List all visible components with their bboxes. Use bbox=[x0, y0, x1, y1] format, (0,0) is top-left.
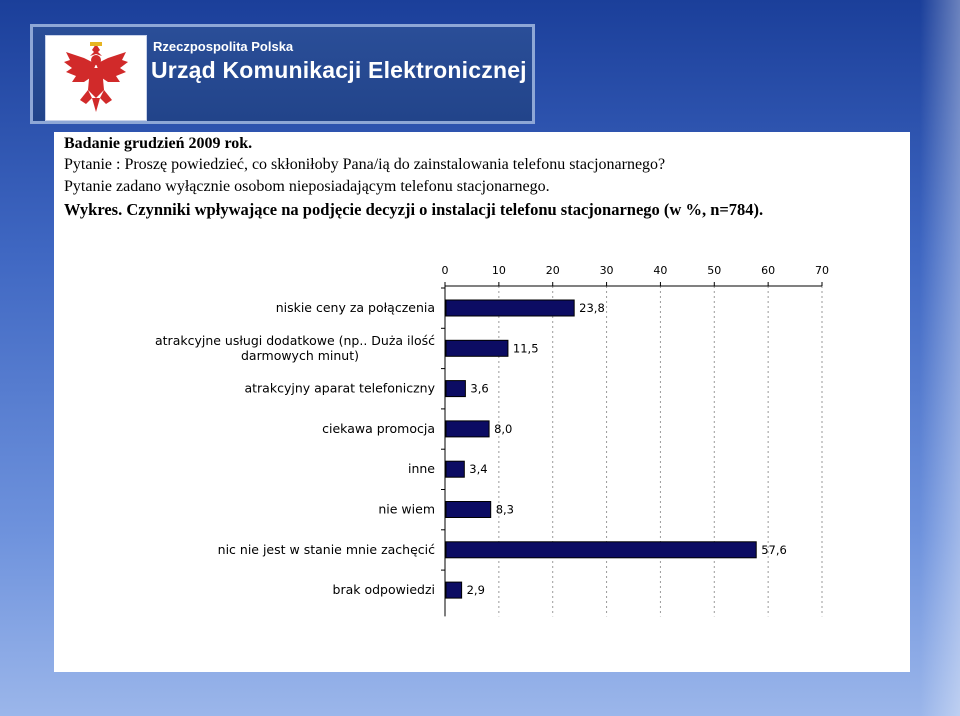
category-label-line: brak odpowiedzi bbox=[332, 582, 435, 598]
bar bbox=[446, 381, 465, 397]
category-label-line: inne bbox=[407, 461, 435, 477]
value-label: 57,6 bbox=[761, 542, 787, 557]
bar bbox=[446, 300, 574, 316]
category-label-line: atrakcyjne usługi dodatkowe (np.. Duża ilość bbox=[155, 332, 435, 348]
category-label bbox=[244, 381, 435, 396]
category-label bbox=[408, 461, 435, 476]
header-subtitle: Rzeczpospolita Polska bbox=[153, 39, 294, 54]
category-label bbox=[155, 333, 435, 363]
bar bbox=[446, 542, 756, 558]
question-text: Pytanie : Proszę powiedzieć, co skłoniłoby Pana/ią do zainstalowania telefonu stacjonarnego? bbox=[64, 156, 666, 173]
value-label: 3,4 bbox=[469, 462, 488, 477]
bar bbox=[446, 461, 464, 477]
value-label: 2,9 bbox=[466, 583, 485, 598]
x-tick-label: 30 bbox=[599, 264, 614, 277]
value-label: 11,5 bbox=[512, 341, 539, 356]
background-highlight bbox=[920, 0, 960, 716]
bar-chart bbox=[54, 132, 910, 672]
bar bbox=[446, 340, 508, 356]
category-label-line: ciekawa promocja bbox=[322, 420, 435, 436]
category-label-line: darmowych minut) bbox=[241, 347, 359, 363]
category-label bbox=[276, 300, 435, 315]
bar bbox=[446, 582, 462, 598]
x-tick-label: 60 bbox=[761, 264, 776, 277]
study-date: Badanie grudzień 2009 rok. bbox=[64, 135, 253, 152]
question-note: Pytanie zadano wyłącznie osobom nieposiadającym telefonu stacjonarnego. bbox=[64, 178, 550, 195]
eagle-emblem-icon bbox=[45, 35, 147, 121]
bar bbox=[446, 421, 489, 437]
category-label-line: atrakcyjny aparat telefoniczny bbox=[244, 380, 435, 396]
category-label-line: nic nie jest w stanie mnie zachęcić bbox=[217, 541, 435, 557]
x-tick-label: 0 bbox=[441, 264, 449, 277]
value-label: 8,0 bbox=[494, 421, 513, 436]
category-label bbox=[333, 582, 435, 597]
category-label-line: niskie ceny za połączenia bbox=[275, 300, 435, 315]
value-label: 3,6 bbox=[470, 381, 489, 396]
chart-caption: Wykres. Czynniki wpływające na podjęcie decyzji o instalacji telefonu stacjonarnego (w %, n=784). bbox=[64, 200, 764, 219]
category-label-line: nie wiem bbox=[378, 501, 435, 517]
x-tick-label: 20 bbox=[545, 264, 560, 277]
x-tick-label: 40 bbox=[653, 264, 668, 277]
x-tick-label: 70 bbox=[815, 264, 829, 277]
category-label bbox=[218, 542, 435, 557]
header-title: Urząd Komunikacji Elektronicznej bbox=[151, 57, 527, 83]
x-tick-label: 50 bbox=[707, 264, 722, 277]
bar bbox=[446, 502, 491, 518]
category-label bbox=[378, 502, 435, 517]
value-label: 23,8 bbox=[579, 301, 605, 315]
content-panel bbox=[54, 132, 910, 672]
header-banner bbox=[30, 24, 535, 124]
category-label bbox=[322, 421, 435, 436]
value-label: 8,3 bbox=[495, 502, 514, 517]
x-tick-label: 10 bbox=[491, 264, 506, 277]
